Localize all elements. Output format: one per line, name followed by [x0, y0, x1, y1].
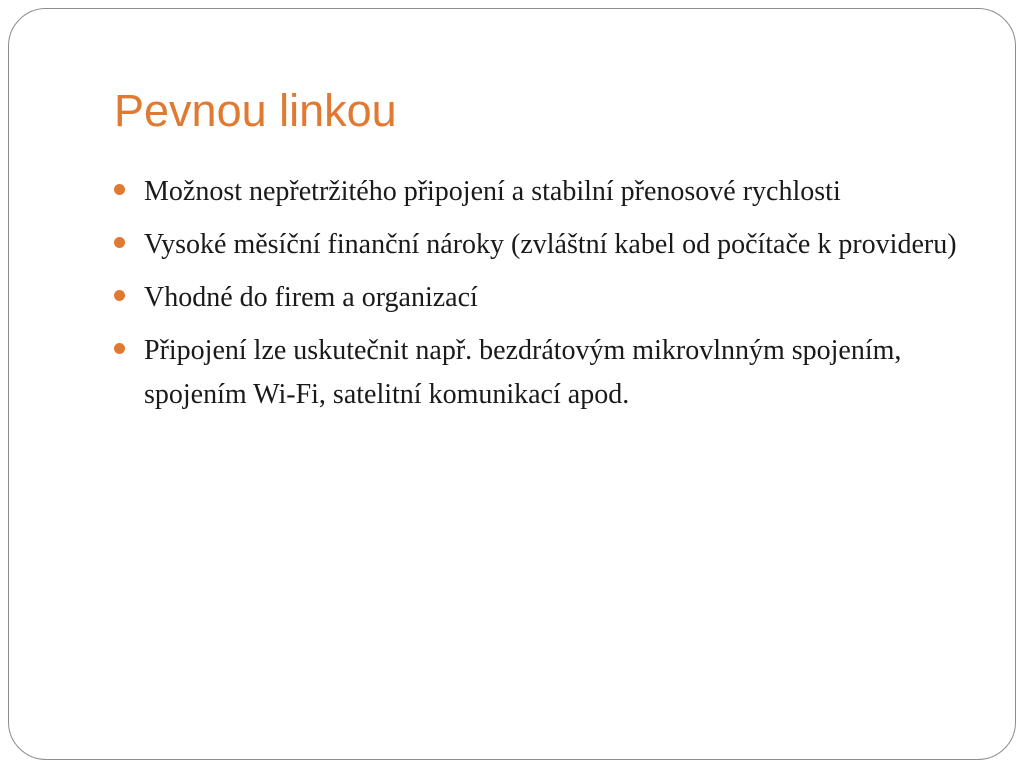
- bullet-item-costs: [114, 223, 974, 267]
- bullet-item-suitability: [114, 276, 974, 320]
- bullet-dot-icon: [114, 343, 125, 354]
- bullet-dot-icon: [114, 237, 125, 248]
- bullet-text: Vysoké měsíční finanční nároky (zvláštní kabel od počítače k provideru): [144, 229, 957, 260]
- bullet-text: Vhodné do firem a organizací: [144, 282, 478, 313]
- bullet-item-connection: [114, 170, 974, 214]
- bullet-dot-icon: [114, 184, 125, 195]
- bullet-dot-icon: [114, 290, 125, 301]
- bullet-item-methods: [114, 329, 974, 417]
- slide-title: Pevnou linkou: [114, 85, 397, 136]
- bullet-text: Připojení lze uskutečnit např. bezdrátovým mikrovlnným spojením, spojením Wi-Fi, satelitní komunikací apod.: [144, 335, 902, 410]
- bullet-list: [114, 170, 974, 426]
- bullet-text: Možnost nepřetržitého připojení a stabilní přenosové rychlosti: [144, 176, 841, 207]
